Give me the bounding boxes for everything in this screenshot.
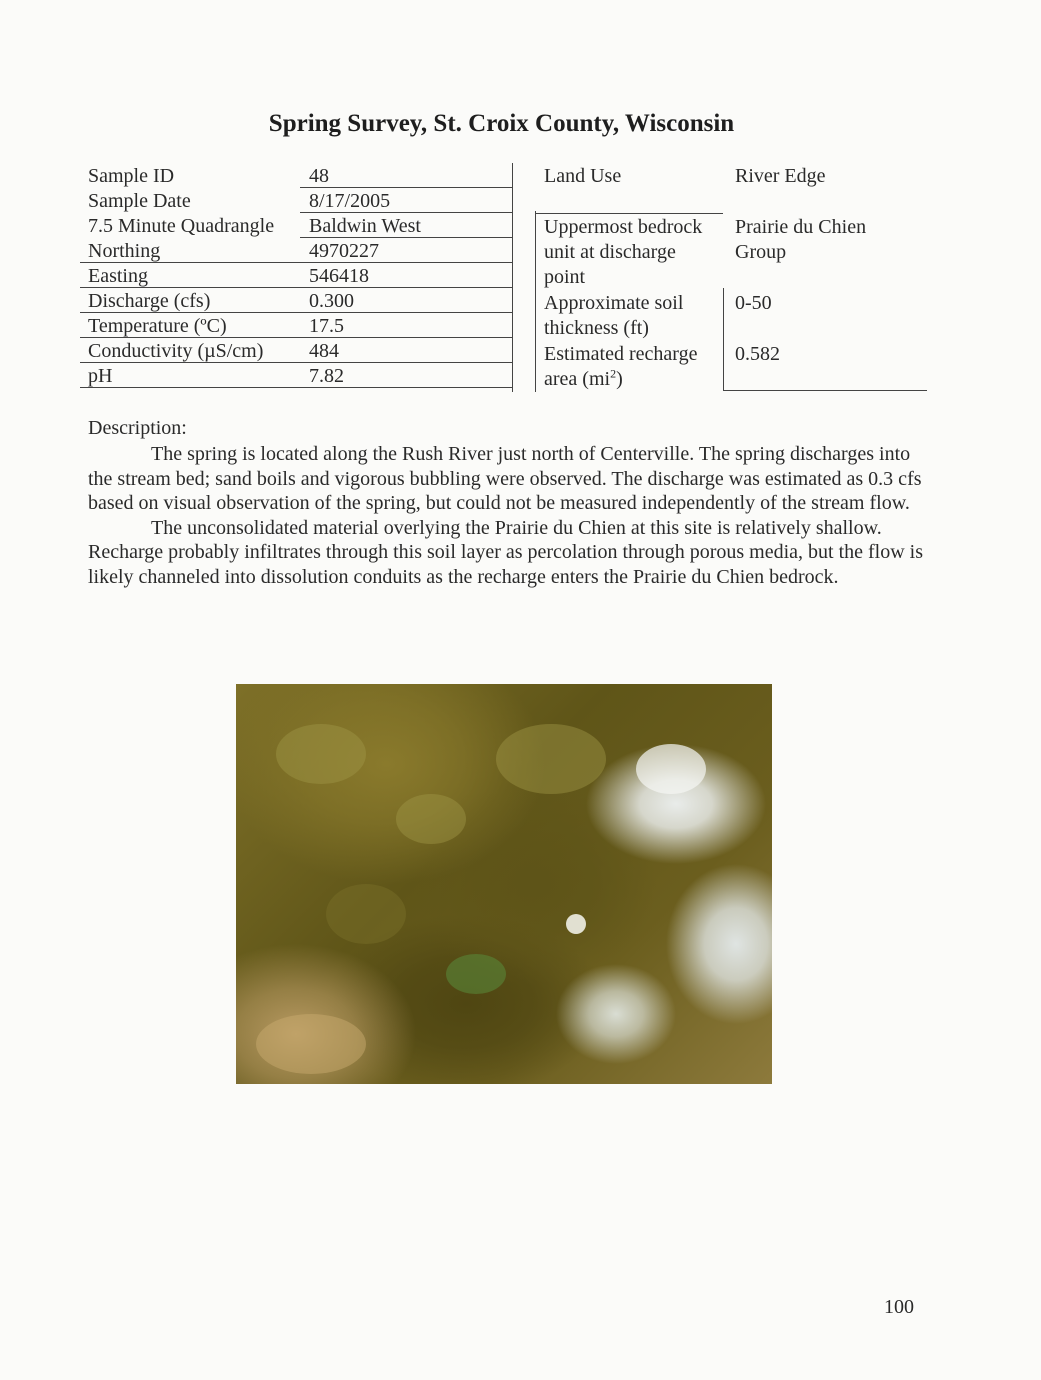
soil-label-line-2: thickness (ft) (544, 317, 649, 339)
description-paragraph-1: The spring is located along the Rush River just north of Centerville. The spring discharges into the stream bed; sand boils and vigorous bubbling were observed. The discharge was estimated as 0.3 cfs based on visual observation of the spring, but could not be measured independently of the stream flow. (88, 443, 922, 514)
row-divider (535, 213, 723, 214)
row-label: Easting (88, 265, 148, 287)
bedrock-value-line-1: Prairie du Chien (735, 216, 867, 238)
table-divider (512, 163, 513, 392)
recharge-label-line-1: Estimated recharge (544, 343, 698, 365)
row-label: Conductivity (µS/cm) (88, 340, 264, 362)
description-label: Description: (88, 417, 187, 439)
recharge-label-line-2 (544, 367, 623, 392)
bedrock-label-line-1: Uppermost bedrock (544, 216, 703, 238)
recharge-value: 0.582 (735, 343, 780, 365)
row-value: 546418 (309, 265, 369, 287)
row-label: Sample Date (88, 190, 191, 212)
table-row (80, 313, 512, 338)
bedrock-value-line-2: Group (735, 241, 787, 263)
page-title: Spring Survey, St. Croix County, Wisconsin (268, 110, 735, 137)
row-value: 48 (309, 165, 329, 187)
sample-data-table (80, 163, 512, 388)
row-value: 8/17/2005 (309, 190, 391, 212)
page-number: 100 (884, 1296, 914, 1318)
row-label: Northing (88, 240, 161, 262)
row-value: 484 (309, 340, 339, 362)
recharge-label-close: ) (616, 368, 623, 390)
row-value: 0.300 (309, 290, 354, 312)
row-label: Sample ID (88, 165, 175, 187)
table-row (80, 288, 512, 313)
table-row (80, 163, 512, 188)
table-row (80, 338, 512, 363)
row-label: Discharge (cfs) (88, 290, 211, 312)
table-left-border (535, 211, 536, 392)
bedrock-label-line-2: unit at discharge (544, 241, 676, 263)
table-row (80, 213, 512, 238)
table-row (80, 363, 512, 388)
bedrock-label-line-3: point (544, 266, 586, 288)
column-divider (723, 288, 724, 390)
soil-value: 0-50 (735, 292, 772, 314)
spring-photo (236, 684, 772, 1084)
row-divider (723, 390, 927, 391)
row-label: pH (88, 365, 113, 387)
row-value: 7.82 (309, 365, 344, 387)
description-paragraph-2: The unconsolidated material overlying the Prairie du Chien at this site is relatively shallow. Recharge probably infiltrates through this soil layer as percolation through porous media, but the flow is likely channeled into dissolution conduits as the recharge enters the Prairie du Chien bedrock. (88, 516, 923, 588)
row-value: Baldwin West (309, 215, 421, 237)
row-value: 4970227 (309, 240, 379, 262)
table-row (80, 263, 512, 288)
superscript: 2 (610, 366, 617, 381)
row-label: Temperature (ºC) (88, 315, 227, 337)
description-text (88, 442, 928, 589)
row-label: 7.5 Minute Quadrangle (88, 215, 275, 237)
land-use-value: River Edge (735, 165, 826, 187)
table-row (80, 188, 512, 213)
soil-label-line-1: Approximate soil (544, 292, 684, 314)
recharge-label-text: area (mi (544, 368, 611, 390)
table-row (80, 238, 512, 263)
row-value: 17.5 (309, 315, 344, 337)
land-use-label: Land Use (544, 165, 622, 187)
